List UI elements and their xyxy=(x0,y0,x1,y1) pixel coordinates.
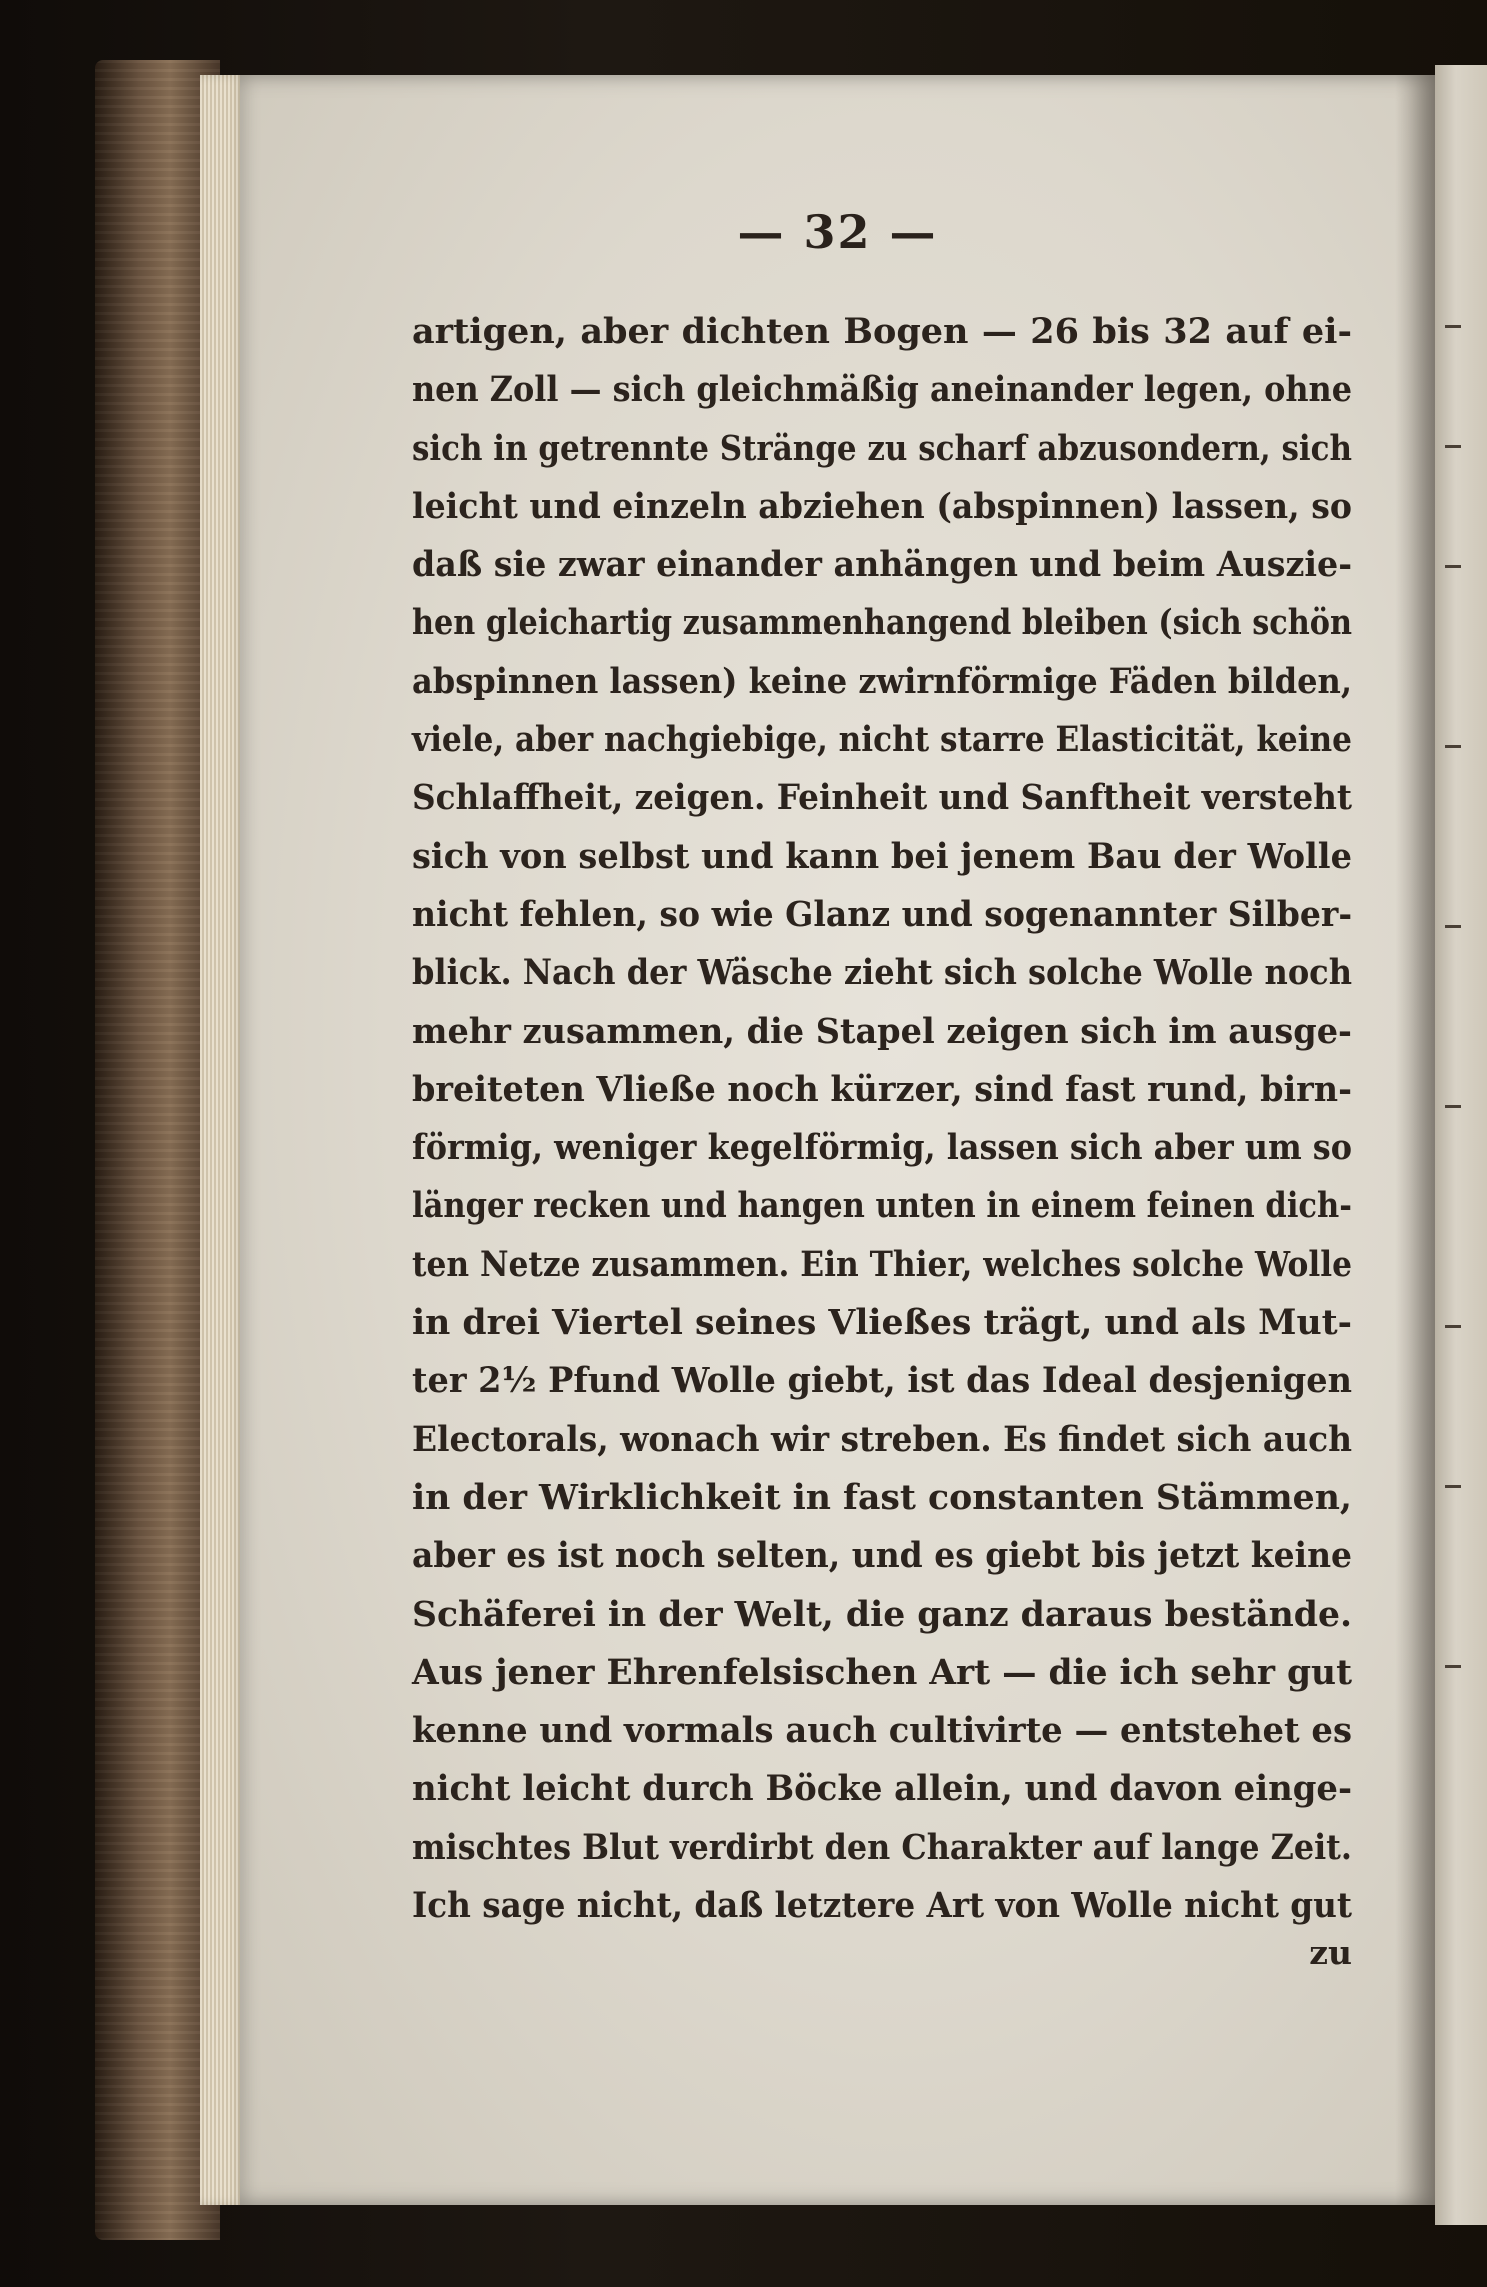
text-line: mischtes Blut verdirbt den Charakter auf lange Zeit. xyxy=(412,1826,1352,1868)
text-line: hen gleichartig zusammenhangend bleiben (sich schön xyxy=(412,602,1352,644)
text-line: breiteten Vließe noch kürzer, sind fast rund, birn- xyxy=(412,1068,1353,1110)
text-line: blick. Nach der Wäsche zieht sich solche Wolle noch xyxy=(412,952,1352,994)
facing-text-fragment xyxy=(1445,1485,1461,1488)
text-line: sich von selbst und kann bei jenem Bau der Wolle xyxy=(412,835,1352,877)
page-edges xyxy=(200,75,245,2205)
text-line: Schlaffheit, zeigen. Feinheit und Sanftheit versteht xyxy=(412,777,1353,819)
facing-page-edge xyxy=(1435,65,1487,2225)
text-line: leicht und einzeln abziehen (abspinnen) lassen, so xyxy=(412,485,1353,527)
facing-text-fragment xyxy=(1445,745,1461,748)
facing-text-fragment xyxy=(1445,445,1461,448)
text-line: abspinnen lassen) keine zwirnförmige Fäden bilden, xyxy=(412,660,1353,702)
text-line: in der Wirklichkeit in fast constanten Stämmen, xyxy=(412,1476,1352,1518)
text-line: Electorals, wonach wir streben. Es findet sich auch xyxy=(412,1418,1353,1460)
catchword: zu xyxy=(1309,1933,1352,1972)
text-line: förmig, weniger kegelförmig, lassen sich aber um so xyxy=(412,1127,1353,1169)
book-page xyxy=(240,75,1435,2205)
text-line: sich in getrennte Stränge zu scharf abzusondern, sich xyxy=(412,427,1353,469)
facing-text-fragment xyxy=(1445,1665,1461,1668)
facing-text-fragment xyxy=(1445,565,1461,568)
page-number: — 32 — xyxy=(737,205,938,259)
text-line: länger recken und hangen unten in einem feinen dich- xyxy=(412,1185,1352,1227)
facing-text-fragment xyxy=(1445,1325,1461,1328)
page-gutter-shadow xyxy=(1395,75,1435,2205)
text-line: mehr zusammen, die Stapel zeigen sich im ausge- xyxy=(412,1010,1352,1052)
text-line: artigen, aber dichten Bogen — 26 bis 32 auf ei- xyxy=(412,311,1352,352)
text-line: daß sie zwar einander anhängen und beim Auszie- xyxy=(412,544,1353,586)
facing-text-fragment xyxy=(1445,925,1461,928)
text-line: viele, aber nachgiebige, nicht starre Elasticität, keine xyxy=(412,719,1352,761)
text-line: Aus jener Ehrenfelsischen Art — die ich sehr gut xyxy=(412,1651,1352,1693)
text-line: nen Zoll — sich gleichmäßig aneinander legen, ohne xyxy=(412,369,1353,411)
text-line: Ich sage nicht, daß letztere Art von Wolle nicht gut xyxy=(412,1885,1352,1927)
text-line: Schäferei in der Welt, die ganz daraus bestände. xyxy=(412,1593,1353,1635)
body-text xyxy=(412,303,1352,1935)
facing-text-fragment xyxy=(1445,325,1461,328)
text-line: ter 2½ Pfund Wolle giebt, ist das Ideal desjenigen xyxy=(412,1360,1352,1402)
text-line: ten Netze zusammen. Ein Thier, welches solche Wolle xyxy=(412,1243,1353,1285)
text-line: aber es ist noch selten, und es giebt bis jetzt keine xyxy=(412,1535,1353,1577)
text-line: in drei Viertel seines Vließes trägt, und als Mut- xyxy=(412,1302,1353,1344)
text-line: nicht fehlen, so wie Glanz und sogenannter Silber- xyxy=(412,893,1353,935)
text-line: kenne und vormals auch cultivirte — entstehet es xyxy=(412,1710,1352,1752)
text-line: nicht leicht durch Böcke allein, und davon einge- xyxy=(412,1768,1353,1810)
facing-text-fragment xyxy=(1445,1105,1461,1108)
